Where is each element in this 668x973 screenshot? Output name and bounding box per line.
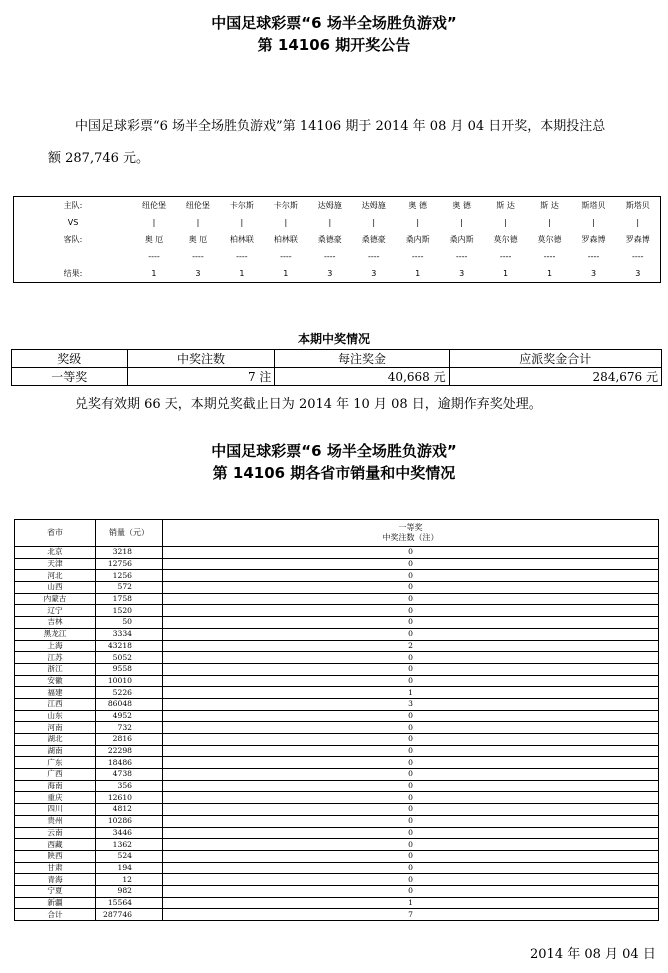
match-home-team: 斯塔贝 [581,201,606,210]
province-sales: 15564 [96,897,163,909]
province-winners: 1 [163,687,659,699]
province-row [15,885,659,897]
match-result: 1 [415,269,421,278]
match-result: 3 [459,269,465,278]
match-home-team: 斯 达 [540,201,559,210]
province-winners: 0 [163,652,659,664]
match-vs-mark: | [372,218,376,227]
province-row [15,710,659,722]
province-sales: 4738 [96,769,163,781]
province-name: 四川 [15,804,96,816]
province-name: 重庆 [15,792,96,804]
province-row [15,640,659,652]
province-row [15,815,659,827]
province-sales: 1256 [96,570,163,582]
province-name: 湖南 [15,745,96,757]
province-winners: 0 [163,617,659,629]
province-sales: 982 [96,885,163,897]
footer-date: 2014 年 08 月 04 日 [530,947,656,962]
province-winners: 0 [163,757,659,769]
match-dash: ---- [367,252,380,261]
province-row [15,862,659,874]
match-result: 1 [503,269,509,278]
prize-total: 284,676 元 [449,368,661,386]
prize-header-level: 奖级 [12,350,128,368]
province-name: 宁夏 [15,885,96,897]
province-winners: 0 [163,850,659,862]
row-label-home: 主队: [63,201,83,210]
announcement-title-line2: 第 14106 期开奖公告 [257,36,411,54]
header-first-prize [163,520,659,547]
province-name: 福建 [15,687,96,699]
province-sales: 287746 [96,909,163,921]
row-label-vs: VS [67,218,79,227]
province-row [15,780,659,792]
match-away-team: 奥 厄 [144,235,164,244]
prize-row [12,368,662,386]
province-row [15,698,659,710]
match-result: 3 [590,269,597,278]
claim-notice: 兑奖有效期 66 天，本期兑奖截止日为 2014 年 10 月 08 日，逾期作弃奖处理。 [75,397,542,412]
province-winners: 0 [163,710,659,722]
province-name: 浙江 [15,663,96,675]
match-home-team: 奥 德 [452,201,471,210]
match-away-team: 桑德豪 [361,235,386,244]
match-away-team: 桑德豪 [317,235,342,244]
match-away-team: 奥 厄 [188,235,208,244]
province-name: 云南 [15,827,96,839]
match-row-home [14,197,661,215]
match-home-team: 达姆施 [361,201,386,210]
province-row [15,652,659,664]
province-row [15,769,659,781]
match-home-team: 达姆施 [317,201,342,210]
province-row [15,675,659,687]
match-table [13,196,661,283]
province-sales: 2816 [96,734,163,746]
prize-section-title: 本期中奖情况 [297,332,370,346]
province-winners: 0 [163,734,659,746]
province-row [15,605,659,617]
match-away-team: 桑内斯 [405,235,430,244]
match-vs-mark: | [504,218,507,227]
match-away-team: 莫尔德 [493,235,518,244]
province-name: 黑龙江 [15,628,96,640]
match-dash: ---- [280,252,292,261]
province-winners: 0 [163,874,659,886]
prize-header-total: 应派奖金合计 [449,350,661,368]
province-sales: 3334 [96,628,163,640]
match-away-team: 罗森博 [581,235,606,244]
province-winners: 0 [163,839,659,851]
province-winners: 0 [163,605,659,617]
province-sales: 1362 [96,839,163,851]
province-winners: 0 [163,827,659,839]
province-name: 山西 [15,582,96,594]
province-row [15,582,659,594]
header-sales: 销量（元） [96,520,163,547]
province-sales: 524 [96,850,163,862]
match-home-team: 纽伦堡 [141,201,166,210]
province-sales: 5226 [96,687,163,699]
match-row-vs [14,214,661,231]
province-winners: 0 [163,722,659,734]
province-name: 新疆 [15,897,96,909]
match-dash: ---- [148,252,160,261]
match-home-team: 卡尔斯 [273,201,298,210]
header-level: 一等奖 [398,523,423,532]
province-sales: 12 [96,874,163,886]
province-name: 安徽 [15,675,96,687]
province-sales: 1758 [96,593,163,605]
match-away-team: 桑内斯 [449,235,474,244]
province-name: 西藏 [15,839,96,851]
province-row [15,792,659,804]
province-name: 广西 [15,769,96,781]
header-province: 省市 [15,520,96,547]
province-sales: 572 [96,582,163,594]
province-sales: 9558 [96,663,163,675]
match-result: 3 [327,269,333,278]
intro-line1: 中国足球彩票“6 场半全场胜负游戏”第 14106 期于 2014 年 08 月 04 日开奖，本期投注总 [75,119,606,134]
match-result: 1 [239,269,245,278]
match-vs-mark: | [460,218,463,227]
province-winners: 0 [163,663,659,675]
match-result: 1 [283,269,289,278]
announcement-title-line1: 中国足球彩票“6 场半全场胜负游戏” [211,14,457,32]
province-row [15,839,659,851]
province-row [15,909,659,921]
match-dash: ---- [455,252,468,261]
match-result: 1 [547,269,553,278]
province-row [15,570,659,582]
province-name: 吉林 [15,617,96,629]
province-row [15,663,659,675]
province-title-line1: 中国足球彩票“6 场半全场胜负游戏” [211,442,457,460]
match-away-team: 柏林联 [229,235,254,244]
match-row-dash [14,248,661,265]
header-count: 中奖注数（注） [382,533,439,542]
province-name: 江西 [15,698,96,710]
province-name: 上海 [15,640,96,652]
row-label-away: 客队: [63,235,83,244]
announcement-title [0,12,668,56]
match-dash: ---- [411,252,424,261]
province-row [15,617,659,629]
province-winners: 0 [163,558,659,570]
province-winners: 0 [163,628,659,640]
match-dash: ---- [236,252,248,261]
match-away-team: 柏林联 [273,235,298,244]
match-dash: ---- [631,252,644,261]
province-winners: 0 [163,792,659,804]
province-sales: 3218 [96,547,163,559]
match-home-team: 纽伦堡 [185,201,210,210]
province-name: 河南 [15,722,96,734]
province-row [15,628,659,640]
province-name: 海南 [15,780,96,792]
row-label-result: 结果: [63,269,83,278]
match-result: 3 [635,269,641,278]
match-away-team: 莫尔德 [537,235,562,244]
province-row [15,874,659,886]
province-name: 贵州 [15,815,96,827]
match-vs-mark: | [240,218,244,227]
province-name: 湖北 [15,734,96,746]
province-sales: 3446 [96,827,163,839]
province-name: 天津 [15,558,96,570]
prize-per: 40,668 元 [275,368,449,386]
match-vs-mark: | [328,218,332,227]
province-winners: 0 [163,769,659,781]
match-home-team: 奥 德 [408,201,427,210]
match-home-team: 斯 达 [496,201,515,210]
province-winners: 0 [163,675,659,687]
province-name: 内蒙古 [15,593,96,605]
prize-level: 一等奖 [12,368,128,386]
province-winners: 1 [163,897,659,909]
prize-table [11,349,662,386]
province-name: 山东 [15,710,96,722]
province-winners: 2 [163,640,659,652]
prize-header-count: 中奖注数 [127,350,275,368]
province-table [14,519,659,921]
province-winners: 0 [163,570,659,582]
match-result: 3 [371,269,377,278]
match-vs-mark: | [416,218,420,227]
province-sales: 1520 [96,605,163,617]
province-sales: 18486 [96,757,163,769]
province-row [15,827,659,839]
province-title-line2: 第 14106 期各省市销量和中奖情况 [212,464,456,482]
province-sales: 22298 [96,745,163,757]
province-name: 青海 [15,874,96,886]
province-row [15,804,659,816]
province-winners: 3 [163,698,659,710]
match-row-away [14,231,661,248]
province-sales: 5052 [96,652,163,664]
province-row [15,850,659,862]
province-name: 合计 [15,909,96,921]
province-winners: 0 [163,862,659,874]
province-name: 广东 [15,757,96,769]
match-result: 3 [195,269,201,278]
match-away-team: 罗森博 [625,235,650,244]
province-sales: 10010 [96,675,163,687]
match-dash: ---- [587,252,600,261]
province-sales: 194 [96,862,163,874]
province-row [15,734,659,746]
province-winners: 0 [163,582,659,594]
province-name: 北京 [15,547,96,559]
province-row [15,722,659,734]
province-row [15,593,659,605]
province-sales: 4952 [96,710,163,722]
prize-count: 7 注 [127,368,275,386]
province-row [15,757,659,769]
province-title [0,440,668,484]
province-sales: 4812 [96,804,163,816]
match-vs-mark: | [152,218,156,227]
province-winners: 7 [163,909,659,921]
province-name: 辽宁 [15,605,96,617]
match-dash: ---- [192,252,204,261]
province-sales: 43218 [96,640,163,652]
match-dash: ---- [324,252,336,261]
match-result: 1 [151,269,157,278]
match-vs-mark: | [592,218,595,227]
province-sales: 12756 [96,558,163,570]
match-dash: ---- [499,252,512,261]
province-winners: 0 [163,815,659,827]
match-vs-mark: | [284,218,288,227]
province-row [15,547,659,559]
prize-header-per: 每注奖金 [275,350,449,368]
province-sales: 12610 [96,792,163,804]
province-name: 江苏 [15,652,96,664]
province-row [15,745,659,757]
match-vs-mark: | [548,218,551,227]
match-vs-mark: | [196,218,200,227]
province-sales: 732 [96,722,163,734]
match-home-team: 卡尔斯 [229,201,254,210]
province-winners: 0 [163,745,659,757]
province-name: 甘肃 [15,862,96,874]
province-winners: 0 [163,593,659,605]
province-sales: 50 [96,617,163,629]
province-name: 河北 [15,570,96,582]
province-winners: 0 [163,885,659,897]
match-row-result [14,265,661,283]
match-home-team: 斯塔贝 [625,201,650,210]
province-row [15,897,659,909]
intro-line2: 额 287,746 元。 [48,151,150,166]
province-winners: 0 [163,780,659,792]
province-winners: 0 [163,804,659,816]
province-row [15,558,659,570]
province-name: 陕西 [15,850,96,862]
province-sales: 86048 [96,698,163,710]
province-row [15,687,659,699]
province-sales: 356 [96,780,163,792]
province-winners: 0 [163,547,659,559]
match-vs-mark: | [636,218,640,227]
province-sales: 10286 [96,815,163,827]
match-dash: ---- [543,252,556,261]
